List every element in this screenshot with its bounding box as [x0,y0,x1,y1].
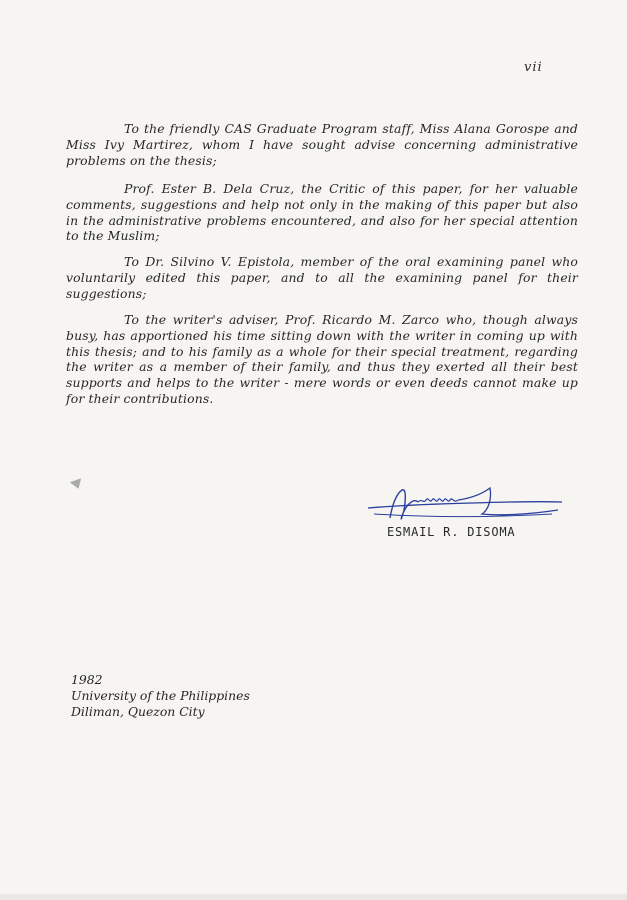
signatory-name: ESMAIL R. DISOMA [387,525,516,539]
footer-institution: University of the Philippines [71,687,250,703]
acknowledgment-paragraph-critic: Prof. Ester B. Dela Cruz, the Critic of this paper, for her valuable comments, suggestions and help not only in the making of this paper but also in the administrative problems encountered, and also for her special attention to the Muslim; [66,181,578,244]
footer-year: 1982 [71,672,103,687]
acknowledgment-paragraph-adviser: To the writer's adviser, Prof. Ricardo M. Zarco who, though always busy, has apportioned his time sitting down with the writer in coming up with this thesis; and to his family as a whole for their special treatment, regarding the writer as a member of their family, and thus they exerted all their best supports and helps to the writer - mere words or even deeds cannot make up for their contributions. [66,312,578,406]
acknowledgment-paragraph-staff: To the friendly CAS Graduate Program staff, Miss Alana Gorospe and Miss Ivy Martirez, whom I have sought advise concerning administrative problems on the thesis; [66,121,578,168]
page-number: vii [524,60,543,75]
acknowledgment-paragraph-panel: To Dr. Silvino V. Epistola, member of the oral examining panel who voluntarily edited this paper, and to all the examining panel for their suggestions; [66,254,578,301]
paper-smudge [70,478,84,491]
place-date-block [71,672,250,719]
handwritten-signature [362,484,572,528]
footer-location: Diliman, Quezon City [71,703,205,719]
scan-edge-strip [0,894,627,900]
